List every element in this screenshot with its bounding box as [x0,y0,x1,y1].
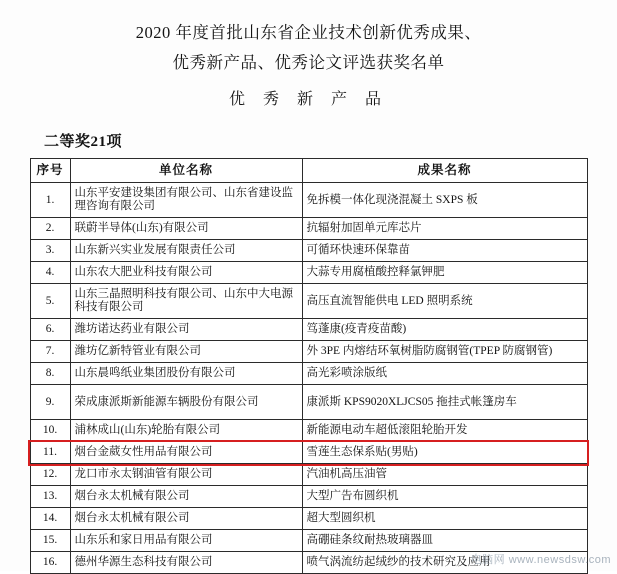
table-row [30,442,587,464]
cell-no: 3. [30,240,70,262]
cell-no: 14. [30,508,70,530]
table-row [30,486,587,508]
cell-no: 16. [30,552,70,574]
cell-no: 1. [30,183,70,218]
award-table [30,158,588,574]
cell-no: 9. [30,385,70,420]
table-row [30,262,587,284]
table-row [30,319,587,341]
cell-result: 笃蓬康(疫青疫苗酸) [302,319,587,341]
cell-unit: 浦林成山(山东)轮胎有限公司 [70,420,302,442]
cell-result: 高压直流智能供电 LED 照明系统 [302,284,587,319]
table-row [30,530,587,552]
table-body [30,183,587,574]
cell-no: 4. [30,262,70,284]
cell-unit: 潍坊诺达药业有限公司 [70,319,302,341]
cell-unit: 潍坊亿新特管业有限公司 [70,341,302,363]
cell-unit: 烟台金葳女性用品有限公司 [70,442,302,464]
cell-result: 大型广告布圆织机 [302,486,587,508]
cell-result: 高光彩喷涂版纸 [302,363,587,385]
cell-unit: 联蔚半导体(山东)有限公司 [70,218,302,240]
document-title [28,18,589,116]
watermark: 电脑网 www.newsdsw.com [470,554,611,566]
cell-unit: 山东乐和家日用品有限公司 [70,530,302,552]
table-header-row [30,159,587,183]
cell-result: 康派斯 KPS9020XLJCS05 拖挂式帐篷房车 [302,385,587,420]
cell-unit: 烟台永太机械有限公司 [70,486,302,508]
table-row [30,218,587,240]
cell-result: 新能源电动车超低滚阻轮胎开发 [302,420,587,442]
section-heading: 二等奖21项 [44,134,123,150]
cell-no: 12. [30,464,70,486]
table-row [30,385,587,420]
table-row [30,464,587,486]
cell-no: 11. [30,442,70,464]
cell-result: 汽油机高压油管 [302,464,587,486]
cell-unit: 山东晨鸣纸业集团股份有限公司 [70,363,302,385]
cell-unit: 德州华源生态科技有限公司 [70,552,302,574]
cell-no: 2. [30,218,70,240]
cell-result: 雪莲生态保系贴(男贴) [302,442,587,464]
cell-no: 15. [30,530,70,552]
cell-unit: 山东新兴实业发展有限责任公司 [70,240,302,262]
cell-result: 喷气涡流纺起绒纱的技术研究及应用 [302,552,587,574]
table-row [30,341,587,363]
title-line-2: 优秀新产品、优秀论文评选获奖名单 [172,53,445,72]
document-subtitle: 优 秀 新 产 品 [228,91,388,108]
table-row [30,183,587,218]
table-row [30,363,587,385]
cell-no: 8. [30,363,70,385]
table-row [30,508,587,530]
table-row [30,420,587,442]
cell-no: 5. [30,284,70,319]
column-header-result: 成果名称 [302,159,587,183]
cell-no: 7. [30,341,70,363]
cell-no: 10. [30,420,70,442]
cell-unit: 山东三晶照明科技有限公司、山东中大电源科技有限公司 [70,284,302,319]
cell-unit: 山东农大肥业科技有限公司 [70,262,302,284]
table-row [30,240,587,262]
cell-result: 外 3PE 内熔结环氧树脂防腐钢管(TPEP 防腐钢管) [302,341,587,363]
cell-unit: 山东平安建设集团有限公司、山东省建设监理咨询有限公司 [70,183,302,218]
cell-result: 高硼硅条纹耐热玻璃器皿 [302,530,587,552]
cell-unit: 烟台永太机械有限公司 [70,508,302,530]
cell-result: 超大型圆织机 [302,508,587,530]
column-header-unit: 单位名称 [70,159,302,183]
column-header-no: 序号 [30,159,70,183]
cell-unit: 龙口市永太钢油管有限公司 [70,464,302,486]
table-row [30,284,587,319]
cell-no: 6. [30,319,70,341]
cell-no: 13. [30,486,70,508]
cell-result: 免拆模一体化现浇混凝土 SXPS 板 [302,183,587,218]
cell-unit: 荣成康派斯新能源车辆股份有限公司 [70,385,302,420]
cell-result: 大蒜专用腐植酸控释氯钾肥 [302,262,587,284]
cell-result: 可循环快速环保靠苗 [302,240,587,262]
cell-result: 抗辐射加固单元库芯片 [302,218,587,240]
title-line-1: 2020 年度首批山东省企业技术创新优秀成果、 [135,23,482,42]
